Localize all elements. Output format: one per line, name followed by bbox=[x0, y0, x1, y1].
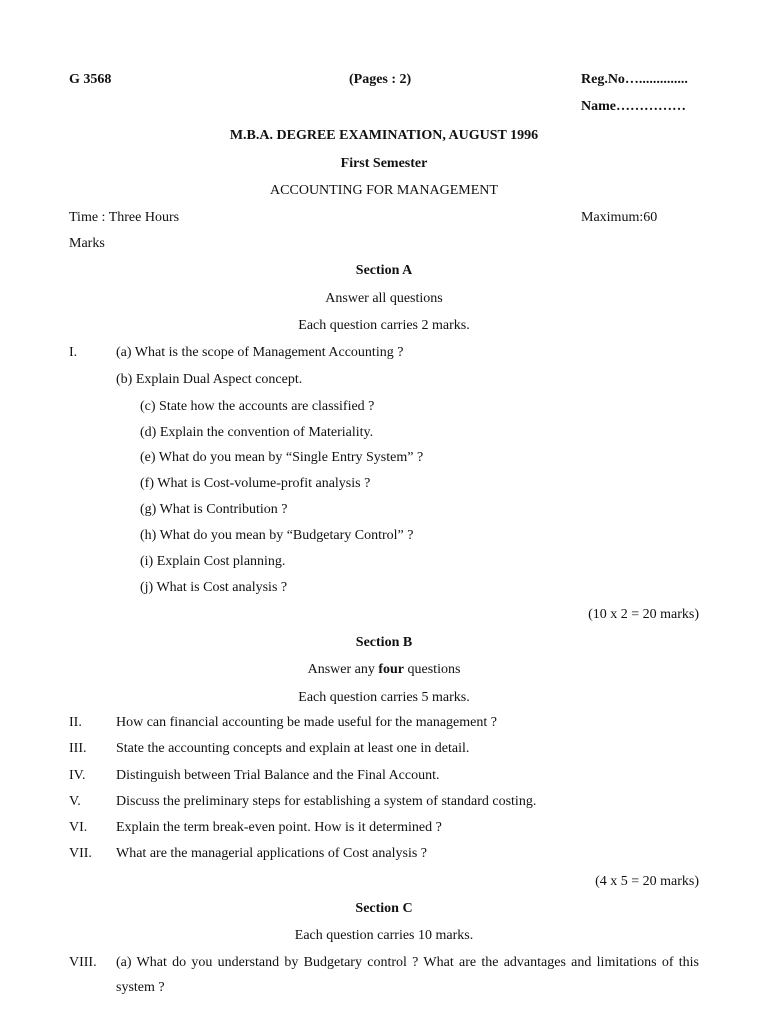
question-number: III. bbox=[69, 741, 87, 756]
question-item: Distinguish between Trial Balance and the Final Account. bbox=[116, 768, 440, 783]
section-b-marks-note: Each question carries 5 marks. bbox=[298, 690, 470, 705]
question-item: (i) Explain Cost planning. bbox=[140, 554, 286, 569]
question-item: (j) What is Cost analysis ? bbox=[140, 580, 288, 595]
question-item: How can financial accounting be made useful for the management ? bbox=[116, 715, 497, 730]
section-a-marks-note: Each question carries 2 marks. bbox=[298, 318, 470, 333]
question-number: II. bbox=[69, 715, 82, 730]
subject: ACCOUNTING FOR MANAGEMENT bbox=[270, 183, 498, 198]
marks-word: Marks bbox=[69, 236, 105, 251]
question-item: (d) Explain the convention of Materiality. bbox=[140, 425, 374, 440]
question-item: (e) What do you mean by “Single Entry System” ? bbox=[140, 450, 424, 465]
instruction-text: questions bbox=[404, 662, 461, 677]
page-count: (Pages : 2) bbox=[349, 72, 412, 87]
question-number: VIII. bbox=[69, 955, 97, 970]
semester: First Semester bbox=[340, 156, 428, 171]
question-number: I. bbox=[69, 345, 78, 360]
question-item: What are the managerial applications of Cost analysis ? bbox=[116, 846, 428, 861]
question-item: (h) What do you mean by “Budgetary Control” ? bbox=[140, 528, 414, 543]
section-a-total: (10 x 2 = 20 marks) bbox=[588, 607, 699, 622]
section-c-marks-note: Each question carries 10 marks. bbox=[294, 928, 474, 943]
question-item: (c) State how the accounts are classified ? bbox=[140, 399, 375, 414]
section-b-instruction bbox=[0, 661, 768, 679]
question-number: V. bbox=[69, 794, 81, 809]
section-a-title: Section A bbox=[355, 263, 413, 278]
instruction-emphasis: four bbox=[378, 662, 405, 677]
section-b-total: (4 x 5 = 20 marks) bbox=[595, 874, 699, 889]
question-item: Explain the term break-even point. How is it determined ? bbox=[116, 820, 442, 835]
question-number: IV. bbox=[69, 768, 86, 783]
instruction-text: Answer any bbox=[307, 662, 379, 677]
reg-no-field: Reg.No….............. bbox=[581, 72, 688, 87]
paper-code: G 3568 bbox=[69, 72, 112, 87]
section-b-title: Section B bbox=[355, 635, 413, 650]
question-item: Discuss the preliminary steps for establishing a system of standard costing. bbox=[116, 794, 537, 809]
question-item: State the accounting concepts and explain at least one in detail. bbox=[116, 741, 470, 756]
question-number: VII. bbox=[69, 846, 92, 861]
section-a-instruction: Answer all questions bbox=[325, 291, 443, 306]
name-field: Name…………… bbox=[581, 99, 686, 114]
question-item: (a) What do you understand by Budgetary control ? What are the advantages and limitations of this system ? bbox=[116, 955, 699, 995]
section-c-title: Section C bbox=[355, 901, 413, 916]
question-item: (a) What is the scope of Management Accounting ? bbox=[116, 345, 404, 360]
maximum-marks: Maximum:60 bbox=[581, 210, 658, 225]
exam-title: M.B.A. DEGREE EXAMINATION, AUGUST 1996 bbox=[229, 128, 539, 143]
question-item: (b) Explain Dual Aspect concept. bbox=[116, 372, 303, 387]
question-item: (f) What is Cost-volume-profit analysis ? bbox=[140, 476, 371, 491]
question-item: (g) What is Contribution ? bbox=[140, 502, 288, 517]
question-number: VI. bbox=[69, 820, 88, 835]
time-allowed: Time : Three Hours bbox=[69, 210, 180, 225]
